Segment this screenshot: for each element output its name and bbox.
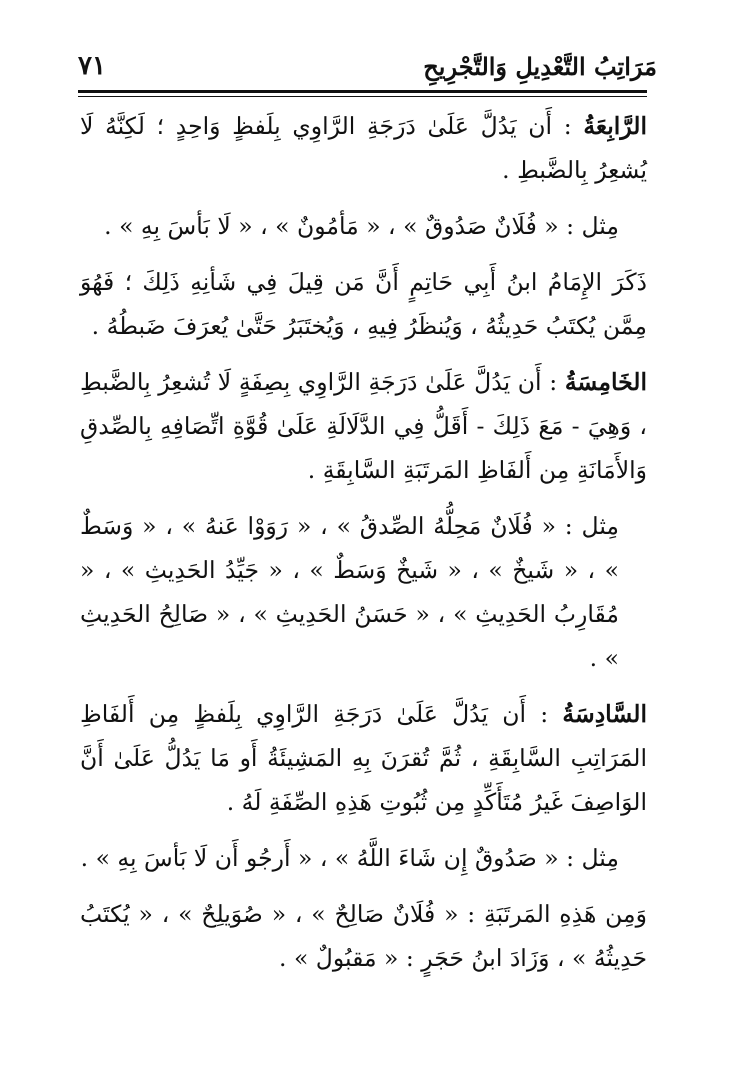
fourth-level-text: : أَن يَدُلَّ عَلَىٰ دَرَجَةِ الرَّاوِي بِلَفظٍ وَاحِدٍ ؛ لَكِنَّهُ لَا يُشعِرُ بِالضَّبطِ . xyxy=(80,112,647,184)
page-body xyxy=(80,104,647,992)
sixth-level-label: السَّادِسَةُ xyxy=(562,700,647,728)
fifth-level-paragraph xyxy=(80,360,647,492)
sixth-level-paragraph xyxy=(80,692,647,824)
fifth-level-example: مِثل : « فُلَانٌ مَحِلُّهُ الصِّدقُ » ، « رَوَوْا عَنهُ » ، « وَسَطٌ » ، « شَيخٌ » ، « شَيخٌ وَسَطٌ » ، « جَيِّدُ الحَدِيثِ » ، « مُقَارِبُ الحَدِيثِ » ، « حَسَنُ الحَدِيثِ » ، « صَالِحُ الحَدِيثِ » . xyxy=(80,512,619,672)
header-rule-thick xyxy=(78,90,647,93)
fourth-level-note: ذَكَرَ الإِمَامُ ابنُ أَبِي حَاتِمٍ أَنَّ مَن قِيلَ فِي شَأنِهِ ذَلِكَ ؛ فَهُوَ مِمَّن يُكتَبُ حَدِيثُهُ ، وَيُنظَرُ فِيهِ ، وَيُختَبَرُ حَتَّىٰ يُعرَفَ ضَبطُهُ . xyxy=(80,268,647,340)
fifth-level-label: الخَامِسَةُ xyxy=(564,368,647,396)
page-number: ٧١ xyxy=(78,51,106,81)
header-rule-thin xyxy=(78,96,647,97)
fourth-level-example: مِثل : « فُلَانٌ صَدُوقٌ » ، « مَأمُونٌ » ، « لَا بَأسَ بِهِ » . xyxy=(104,212,619,240)
page-header xyxy=(78,44,657,88)
fourth-level-label: الرَّابِعَةُ xyxy=(583,112,647,140)
sixth-level-example: مِثل : « صَدُوقٌ إِن شَاءَ اللَّهُ » ، « أَرجُو أَن لَا بَأسَ بِهِ » . xyxy=(80,844,619,872)
running-title: مَرَاتِبُ التَّعْدِيلِ وَالتَّجْرِيحِ xyxy=(423,51,657,81)
fourth-level-paragraph xyxy=(80,104,647,192)
sixth-level-text: : أَن يَدُلَّ عَلَىٰ دَرَجَةِ الرَّاوِي بِلَفظٍ مِن أَلفَاظِ المَرَاتِبِ السَّابِقَةِ ، ثُمَّ تُقرَنَ بِهِ المَشِيئَةُ أَو مَا يَدُلُّ عَلَىٰ أَنَّ الوَاصِفَ غَيرُ مُتَأَكِّدٍ مِن ثُبُوتِ هَذِهِ الصِّفَةِ لَهُ . xyxy=(80,700,647,816)
fifth-level-text: : أَن يَدُلَّ عَلَىٰ دَرَجَةِ الرَّاوِي بِصِفَةٍ لَا تُشعِرُ بِالضَّبطِ ، وَهِيَ - مَعَ ذَلِكَ - أَقَلُّ فِي الدَّلَالَةِ عَلَىٰ قُوَّةِ اتِّصَافِهِ بِالصِّدقِ وَالأَمَانَةِ مِن أَلفَاظِ المَرتَبَةِ السَّابِقَةِ . xyxy=(80,368,647,484)
sixth-level-note: وَمِن هَذِهِ المَرتَبَةِ : « فُلَانٌ صَالِحٌ » ، « صُوَيلِحٌ » ، « يُكتَبُ حَدِيثُهُ » ، وَزَادَ ابنُ حَجَرٍ : « مَقبُولٌ » . xyxy=(80,900,647,972)
